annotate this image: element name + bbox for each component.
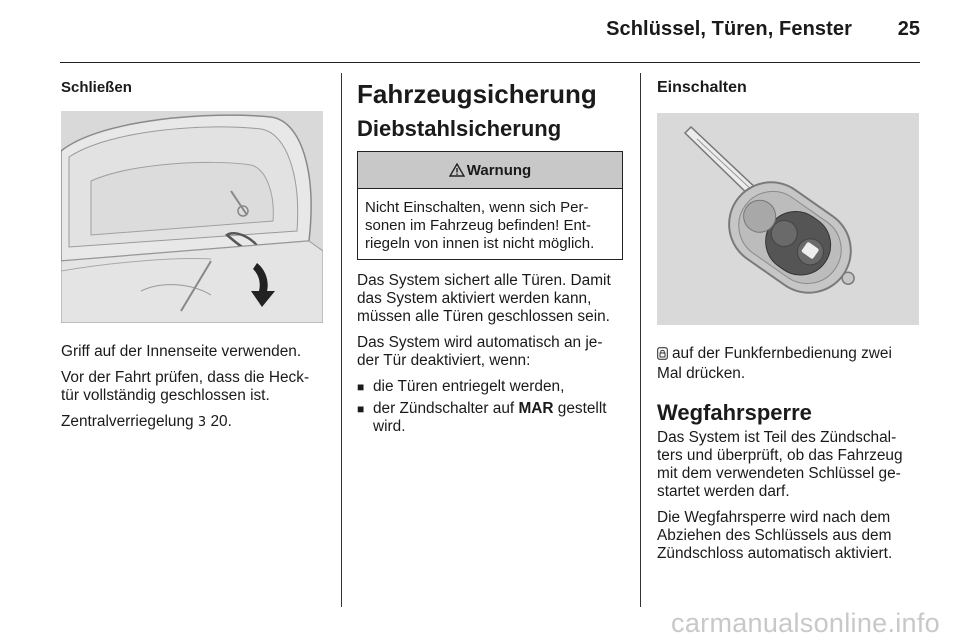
section-heading-activation: Einschalten (657, 79, 747, 96)
section-title-immobiliser: Wegfahrsperre (657, 400, 812, 425)
warning-header (358, 152, 622, 189)
tailgate-figure (61, 111, 323, 323)
right-column (657, 73, 919, 571)
paragraph-immobiliser-system: Das System ist Teil des Zündschal- ters und überprüft, ob das Fahrzeug mit dem verwendeten Schlüssel ge- startet werden darf. (657, 429, 903, 500)
column-divider-right (640, 73, 641, 607)
page-number: 25 (897, 18, 920, 40)
watermark: carmanualsonline.info (671, 608, 940, 638)
bullet-square-icon: ■ (357, 380, 365, 394)
section-heading-closing: Schließen (61, 79, 132, 96)
warning-triangle-icon (449, 163, 465, 177)
subsection-title-anti-theft: Diebstahlsicherung (357, 116, 562, 141)
list-item-text: der Zündschalter auf MAR gestellt wird. (373, 400, 607, 435)
paragraph-central-locking (61, 413, 323, 432)
list-item (357, 400, 623, 436)
left-column (61, 73, 323, 440)
paragraph-system-deactivated: Das System wird automatisch an je- der Tür deaktiviert, wenn: (357, 334, 603, 369)
bullet-square-icon: ■ (357, 402, 365, 416)
section-title-vehicle-security: Fahrzeugsicherung (357, 79, 597, 109)
central-locking-label: Zentralverriegelung (61, 413, 194, 430)
paragraph-use-handle: Griff auf der Innenseite verwenden. (61, 343, 302, 360)
tailgate-illustration (61, 111, 323, 323)
lock-button-icon (657, 347, 668, 365)
warning-text: Nicht Einschalten, wenn sich Per- sonen im Fahrzeug befinden! Ent- riegeln von innen ist nicht möglich. (365, 199, 595, 252)
remote-key-figure (657, 113, 919, 325)
remote-key-illustration (657, 113, 919, 325)
paragraph-check-tailgate: Vor der Fahrt prüfen, dass die Heck- tür vollständig geschlossen ist. (61, 369, 310, 404)
list-item-text: die Türen entriegelt werden, (373, 378, 565, 395)
header-rule (60, 62, 920, 63)
mar-position-label: MAR (518, 400, 554, 417)
column-divider-left (341, 73, 342, 607)
middle-column (357, 73, 623, 440)
warning-label: Warnung (466, 161, 532, 179)
paragraph-immobiliser-activation: Die Wegfahrsperre wird nach dem Abziehen des Schlüssels aus dem Zündschloss automatisch aktiviert. (657, 509, 893, 562)
paragraph-system-locks: Das System sichert alle Türen. Damit das System aktiviert werden kann, müssen alle Türen geschlossen sein. (357, 272, 611, 325)
warning-box (357, 151, 623, 260)
central-locking-page-link[interactable]: 20. (210, 413, 232, 430)
list-item (357, 378, 623, 396)
paragraph-press-lock-button: auf der Funkfernbedienung zwei Mal drücken. (657, 345, 892, 382)
running-header-title: Schlüssel, Türen, Fenster (606, 18, 852, 40)
reference-arrow-icon: 3 (197, 415, 207, 430)
